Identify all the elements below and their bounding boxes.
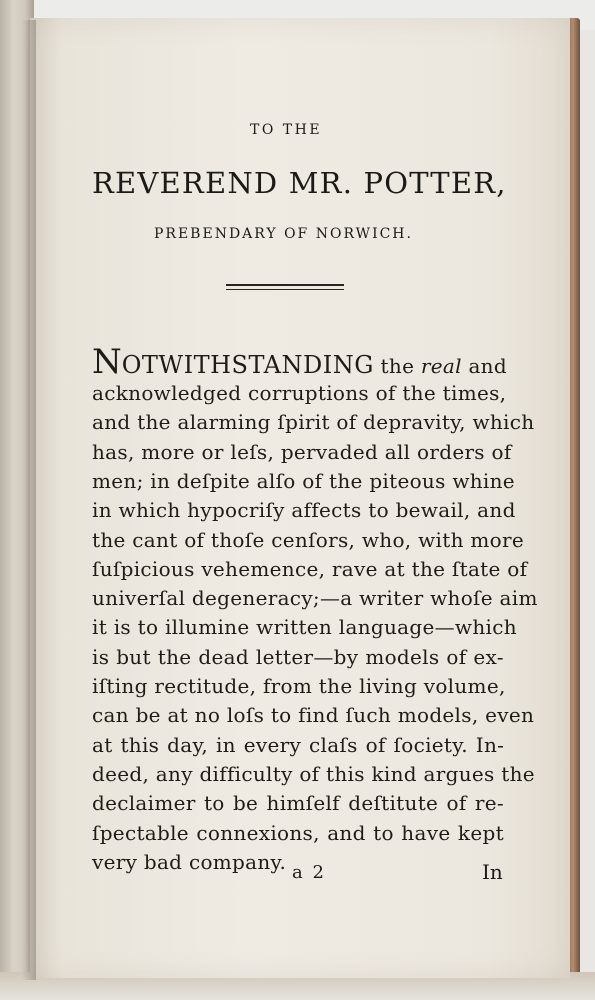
body-line: declaimer to be himſelf deſtitute of re- — [92, 791, 504, 816]
body-line: it is to illumine written language—which — [92, 615, 517, 640]
first-line-text: the — [373, 354, 421, 378]
body-line: univerſal degeneracy;—a writer whoſe aim — [92, 586, 538, 611]
body-first-line — [92, 342, 507, 382]
body-line: is but the dead letter—by models of ex- — [92, 644, 504, 669]
body-line: the cant of thoſe cenſors, who, with more — [92, 527, 525, 552]
ornamental-rule-thin — [226, 289, 344, 290]
body-line: ſpectable connexions, and to have kept — [92, 820, 504, 845]
body-line: and the alarming ſpirit of depravity, which — [92, 410, 535, 435]
body-line: can be at no loſs to find ſuch models, even — [92, 703, 535, 728]
body-line: has, more or leſs, pervaded all orders of — [92, 439, 512, 464]
ornamental-rule-thick — [226, 284, 344, 286]
signature-mark: a 2 — [292, 862, 326, 883]
opening-word: OTWITHSTANDING — [121, 351, 374, 379]
dedicatee-office: PREBENDARY OF NORWICH. — [154, 226, 413, 242]
dedication-to: TO THE — [250, 122, 323, 138]
spine-shadow — [22, 20, 36, 980]
body-line: iſting rectitude, from the living volume, — [92, 674, 506, 698]
book-page — [30, 18, 570, 978]
italic-word: real — [420, 354, 462, 378]
body-line: ſuſpicious vehemence, rave at the ſtate of — [92, 556, 528, 581]
drop-cap: N — [92, 342, 122, 382]
body-line: acknowledged corruptions of the times, — [92, 381, 507, 405]
dedicatee-name: REVEREND MR. POTTER, — [92, 166, 507, 200]
body-line: very bad company. — [92, 849, 287, 874]
body-line: men; in deſpite alſo of the piteous whine — [92, 468, 515, 493]
first-line-end: and — [461, 354, 507, 378]
body-line: deed, any difficulty of this kind argues the — [92, 761, 535, 786]
body-line: in which hypocriſy affects to bewail, and — [92, 498, 516, 523]
body-line: at this day, in every claſs of ſociety. In- — [92, 732, 505, 757]
catchword: In — [482, 860, 503, 884]
